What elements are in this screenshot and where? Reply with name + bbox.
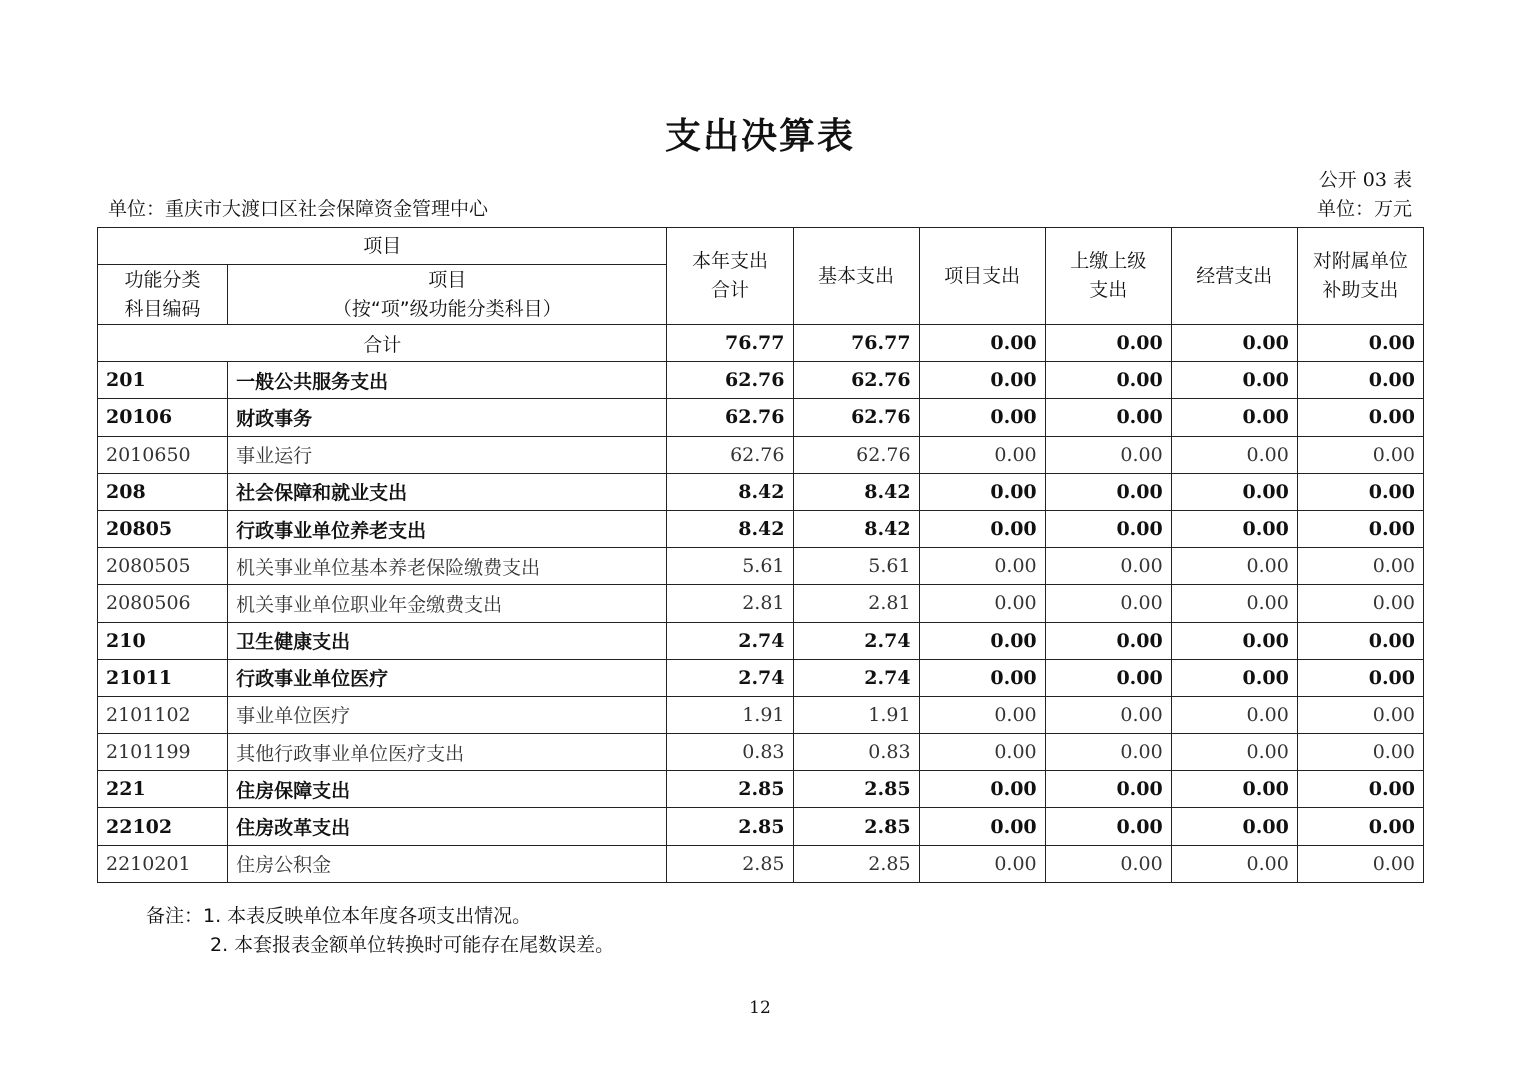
row-value: 0.00 bbox=[1171, 734, 1297, 771]
page-title: 支出决算表 bbox=[664, 116, 855, 157]
row-value: 0.00 bbox=[1171, 585, 1297, 622]
header-project-group: 项目 bbox=[98, 228, 667, 265]
row-name: 住房改革支出 bbox=[228, 808, 667, 845]
header-upper: 上缴上级 支出 bbox=[1045, 228, 1171, 325]
row-value: 8.42 bbox=[667, 510, 793, 547]
row-value: 2.74 bbox=[667, 622, 793, 659]
table-row bbox=[98, 362, 1424, 399]
row-value: 2.85 bbox=[667, 771, 793, 808]
row-code: 22102 bbox=[98, 808, 228, 845]
total-label: 合计 bbox=[98, 325, 667, 362]
row-value: 0.00 bbox=[1171, 399, 1297, 436]
row-value: 0.00 bbox=[1045, 845, 1171, 882]
row-value: 5.61 bbox=[667, 548, 793, 585]
row-value: 0.00 bbox=[1045, 473, 1171, 510]
row-name: 住房保障支出 bbox=[228, 771, 667, 808]
row-value: 0.00 bbox=[1045, 808, 1171, 845]
row-code: 20106 bbox=[98, 399, 228, 436]
reporting-unit: 单位：重庆市大渡口区社会保障资金管理中心 bbox=[108, 198, 489, 220]
row-value: 0.00 bbox=[1297, 734, 1423, 771]
header-operating: 经营支出 bbox=[1171, 228, 1297, 325]
header-subsidy: 对附属单位 补助支出 bbox=[1297, 228, 1423, 325]
row-value: 2.81 bbox=[667, 585, 793, 622]
note-line-1: 备注：1. 本表反映单位本年度各项支出情况。 bbox=[146, 905, 532, 927]
table-row bbox=[98, 696, 1424, 733]
notes bbox=[146, 902, 614, 960]
row-value: 0.00 bbox=[1171, 510, 1297, 547]
row-value: 0.00 bbox=[1297, 696, 1423, 733]
header-name: 项目 （按“项”级功能分类科目） bbox=[228, 265, 667, 325]
row-value: 0.00 bbox=[1045, 771, 1171, 808]
row-value: 0.00 bbox=[1045, 399, 1171, 436]
row-value: 0.00 bbox=[1297, 548, 1423, 585]
row-value: 0.00 bbox=[1297, 622, 1423, 659]
row-value: 0.00 bbox=[919, 808, 1045, 845]
row-value: 62.76 bbox=[667, 362, 793, 399]
row-value: 2.85 bbox=[793, 808, 919, 845]
row-code: 2101102 bbox=[98, 696, 228, 733]
table-row bbox=[98, 510, 1424, 547]
row-value: 2.85 bbox=[667, 845, 793, 882]
row-value: 0.00 bbox=[919, 399, 1045, 436]
row-value: 0.00 bbox=[1045, 659, 1171, 696]
row-value: 0.00 bbox=[919, 473, 1045, 510]
row-code: 208 bbox=[98, 473, 228, 510]
row-value: 0.00 bbox=[1045, 362, 1171, 399]
note-line-2: 2. 本套报表金额单位转换时可能存在尾数误差。 bbox=[210, 934, 615, 956]
row-value: 0.00 bbox=[1045, 510, 1171, 547]
row-code: 2010650 bbox=[98, 436, 228, 473]
row-value: 2.74 bbox=[793, 622, 919, 659]
row-code: 210 bbox=[98, 622, 228, 659]
row-value: 0.00 bbox=[1171, 548, 1297, 585]
form-code: 公开 03 表 bbox=[1318, 169, 1412, 191]
row-value: 0.00 bbox=[1045, 696, 1171, 733]
total-value: 0.00 bbox=[1171, 325, 1297, 362]
row-value: 0.00 bbox=[1171, 845, 1297, 882]
total-row bbox=[98, 325, 1424, 362]
row-value: 0.00 bbox=[1297, 436, 1423, 473]
row-value: 62.76 bbox=[667, 436, 793, 473]
row-name: 财政事务 bbox=[228, 399, 667, 436]
currency-unit: 单位：万元 bbox=[1316, 198, 1412, 220]
row-value: 0.00 bbox=[1171, 696, 1297, 733]
row-code: 2210201 bbox=[98, 845, 228, 882]
table-row bbox=[98, 548, 1424, 585]
row-value: 5.61 bbox=[793, 548, 919, 585]
total-value: 76.77 bbox=[793, 325, 919, 362]
row-value: 0.00 bbox=[919, 362, 1045, 399]
table-row bbox=[98, 399, 1424, 436]
row-value: 0.00 bbox=[1045, 734, 1171, 771]
row-value: 0.00 bbox=[1297, 473, 1423, 510]
header-basic: 基本支出 bbox=[793, 228, 919, 325]
row-code: 2101199 bbox=[98, 734, 228, 771]
row-value: 0.00 bbox=[919, 548, 1045, 585]
row-value: 0.83 bbox=[667, 734, 793, 771]
table-row bbox=[98, 734, 1424, 771]
row-name: 行政事业单位养老支出 bbox=[228, 510, 667, 547]
row-code: 20805 bbox=[98, 510, 228, 547]
row-value: 1.91 bbox=[793, 696, 919, 733]
row-value: 0.00 bbox=[1297, 845, 1423, 882]
table-row bbox=[98, 436, 1424, 473]
row-value: 8.42 bbox=[793, 473, 919, 510]
row-name: 机关事业单位基本养老保险缴费支出 bbox=[228, 548, 667, 585]
total-value: 76.77 bbox=[667, 325, 793, 362]
row-name: 机关事业单位职业年金缴费支出 bbox=[228, 585, 667, 622]
row-value: 0.00 bbox=[1297, 510, 1423, 547]
row-value: 2.74 bbox=[667, 659, 793, 696]
row-value: 0.00 bbox=[1297, 585, 1423, 622]
row-value: 0.00 bbox=[1297, 362, 1423, 399]
row-name: 卫生健康支出 bbox=[228, 622, 667, 659]
row-value: 2.85 bbox=[667, 808, 793, 845]
total-value: 0.00 bbox=[919, 325, 1045, 362]
row-value: 0.00 bbox=[1297, 771, 1423, 808]
row-name: 一般公共服务支出 bbox=[228, 362, 667, 399]
row-value: 62.76 bbox=[793, 436, 919, 473]
row-value: 2.85 bbox=[793, 771, 919, 808]
row-value: 62.76 bbox=[793, 362, 919, 399]
row-value: 0.00 bbox=[919, 622, 1045, 659]
row-value: 0.00 bbox=[919, 585, 1045, 622]
row-value: 0.00 bbox=[1045, 622, 1171, 659]
header-code: 功能分类 科目编码 bbox=[98, 265, 228, 325]
row-value: 0.00 bbox=[919, 659, 1045, 696]
row-value: 0.00 bbox=[1171, 362, 1297, 399]
row-value: 0.00 bbox=[1297, 659, 1423, 696]
table-row bbox=[98, 585, 1424, 622]
row-name: 行政事业单位医疗 bbox=[228, 659, 667, 696]
row-name: 事业运行 bbox=[228, 436, 667, 473]
table-row bbox=[98, 771, 1424, 808]
row-value: 0.00 bbox=[919, 510, 1045, 547]
row-value: 0.00 bbox=[919, 436, 1045, 473]
table-row bbox=[98, 473, 1424, 510]
row-value: 8.42 bbox=[793, 510, 919, 547]
row-value: 0.00 bbox=[919, 696, 1045, 733]
row-value: 2.74 bbox=[793, 659, 919, 696]
row-value: 1.91 bbox=[667, 696, 793, 733]
row-name: 住房公积金 bbox=[228, 845, 667, 882]
row-value: 0.00 bbox=[1171, 659, 1297, 696]
row-code: 221 bbox=[98, 771, 228, 808]
table-row bbox=[98, 622, 1424, 659]
row-value: 0.00 bbox=[919, 845, 1045, 882]
row-value: 0.00 bbox=[1171, 771, 1297, 808]
table-row bbox=[98, 659, 1424, 696]
row-value: 0.00 bbox=[919, 734, 1045, 771]
row-value: 0.83 bbox=[793, 734, 919, 771]
row-value: 0.00 bbox=[1045, 548, 1171, 585]
row-value: 62.76 bbox=[793, 399, 919, 436]
header-total: 本年支出 合计 bbox=[667, 228, 793, 325]
header-project: 项目支出 bbox=[919, 228, 1045, 325]
row-name: 社会保障和就业支出 bbox=[228, 473, 667, 510]
row-value: 0.00 bbox=[1045, 585, 1171, 622]
page-number: 12 bbox=[749, 998, 771, 1018]
row-value: 0.00 bbox=[919, 771, 1045, 808]
row-value: 62.76 bbox=[667, 399, 793, 436]
row-code: 21011 bbox=[98, 659, 228, 696]
total-value: 0.00 bbox=[1297, 325, 1423, 362]
table-row bbox=[98, 845, 1424, 882]
row-name: 事业单位医疗 bbox=[228, 696, 667, 733]
row-value: 0.00 bbox=[1045, 436, 1171, 473]
row-value: 0.00 bbox=[1171, 436, 1297, 473]
row-value: 2.85 bbox=[793, 845, 919, 882]
row-value: 0.00 bbox=[1171, 622, 1297, 659]
row-value: 0.00 bbox=[1297, 808, 1423, 845]
total-value: 0.00 bbox=[1045, 325, 1171, 362]
row-value: 0.00 bbox=[1171, 473, 1297, 510]
row-value: 0.00 bbox=[1297, 399, 1423, 436]
row-name: 其他行政事业单位医疗支出 bbox=[228, 734, 667, 771]
row-code: 2080506 bbox=[98, 585, 228, 622]
row-value: 8.42 bbox=[667, 473, 793, 510]
row-value: 0.00 bbox=[1171, 808, 1297, 845]
row-value: 2.81 bbox=[793, 585, 919, 622]
expenditure-table bbox=[97, 227, 1424, 883]
row-code: 2080505 bbox=[98, 548, 228, 585]
row-code: 201 bbox=[98, 362, 228, 399]
table-row bbox=[98, 808, 1424, 845]
